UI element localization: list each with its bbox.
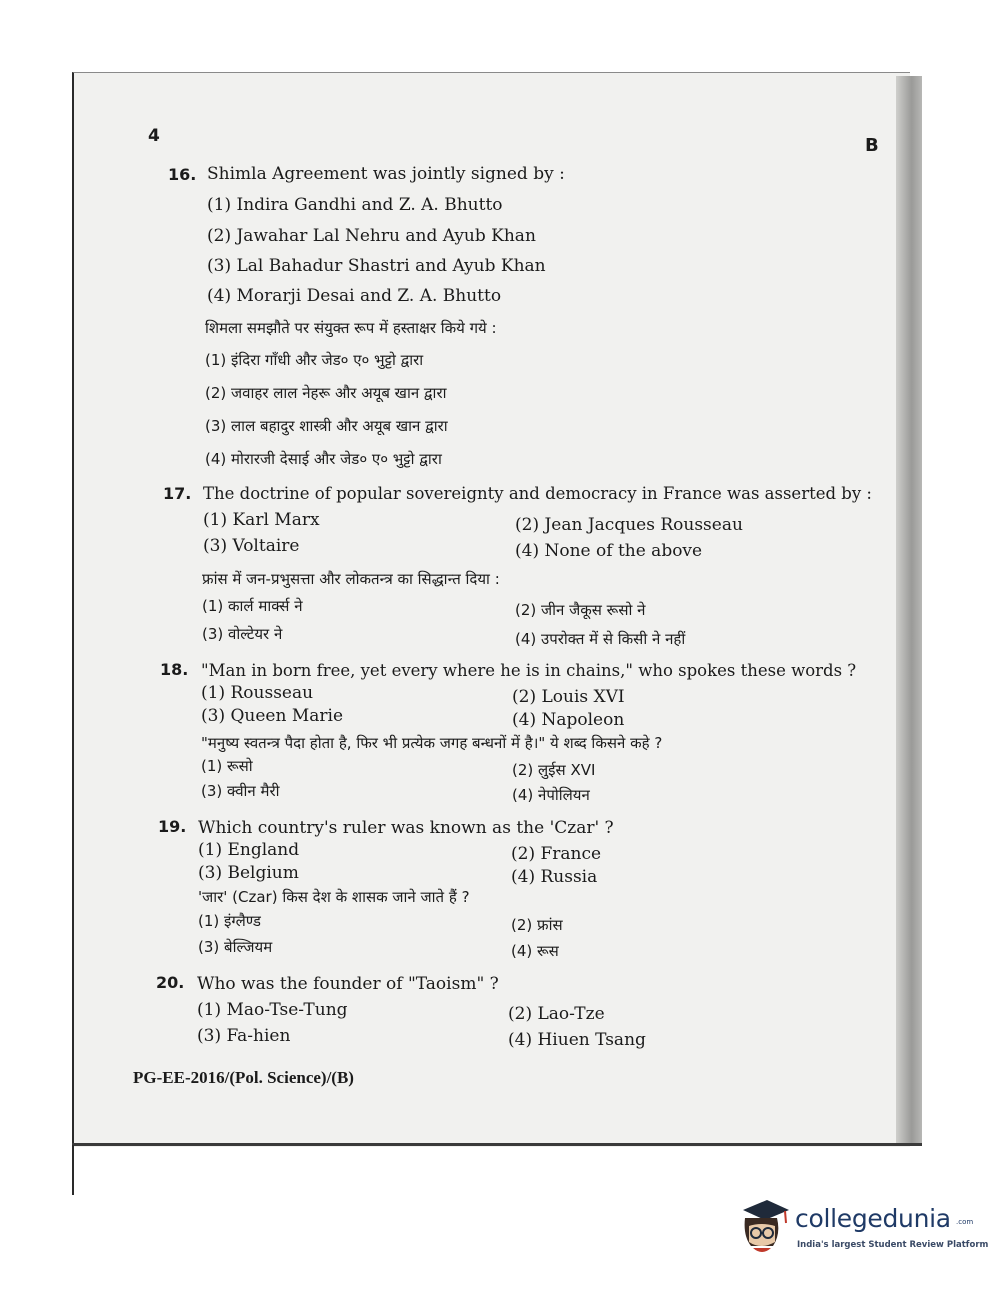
paper-code-footer: PG-EE-2016/(Pol. Science)/(B) [133,1068,354,1087]
option-hi: (3) क्वीन मैरी [201,782,280,800]
page-number: 4 [148,126,160,146]
option-en: (4) Napoleon [512,710,625,730]
option-hi: (2) लुईस XVI [512,761,596,779]
scan-margin-line [72,1145,74,1195]
option-hi: (1) कार्ल मार्क्स ने [202,597,303,615]
option-en: (1) Karl Marx [203,510,320,530]
option-en: (2) Lao-Tze [508,1004,605,1024]
collegedunia-logo [735,1196,989,1266]
option-en: (2) Jean Jacques Rousseau [515,515,743,535]
option-hi: (4) उपरोक्त में से किसी ने नहीं [515,630,686,648]
question-text-hi: फ्रांस में जन-प्रभुसत्ता और लोकतन्त्र का सिद्धान्त दिया : [202,570,500,588]
question-text-hi: "मनुष्य स्वतन्त्र पैदा होता है, फिर भी प्रत्येक जगह बन्धनों में है।" ये शब्द किसने कहे ? [201,734,663,752]
logo-domain-suffix: .com [956,1218,974,1226]
option-hi: (4) रूस [511,942,559,960]
option-en: (2) Jawahar Lal Nehru and Ayub Khan [207,226,536,246]
question-text-en: Who was the founder of "Taoism" ? [197,974,499,994]
option-hi: (1) रूसो [201,757,253,775]
page-bottom-edge [72,1143,922,1146]
option-en: (1) Rousseau [201,683,314,703]
question-text-hi: शिमला समझौते पर संयुक्त रूप में हस्ताक्षर किये गये : [205,319,497,337]
graduate-mascot-icon [735,1196,793,1258]
option-en: (4) None of the above [515,541,703,561]
option-en: (1) Mao-Tse-Tung [197,1000,348,1020]
question-text-en: "Man in born free, yet every where he is in chains," who spokes these words ? [201,661,857,680]
option-hi: (3) वोल्टेयर ने [202,625,283,643]
option-hi: (1) इंदिरा गाँधी और जेड० ए० भुट्टो द्वारा [205,351,424,369]
option-en: (3) Queen Marie [201,706,344,726]
page-edge-shadow [896,76,922,1146]
option-en: (2) Louis XVI [512,687,625,707]
option-hi: (1) इंग्लैण्ड [198,912,261,930]
option-hi: (2) जवाहर लाल नेहरू और अयूब खान द्वारा [205,384,447,402]
option-hi: (3) लाल बहादुर शास्त्री और अयूब खान द्वारा [205,417,448,435]
option-hi: (4) नेपोलियन [512,786,590,804]
option-en: (4) Morarji Desai and Z. A. Bhutto [207,286,502,306]
question-number: 20. [156,973,185,992]
option-hi: (2) फ्रांस [511,916,563,934]
option-hi: (2) जीन जैकूस रूसो ने [515,601,646,619]
option-en: (3) Lal Bahadur Shastri and Ayub Khan [207,256,546,276]
option-en: (3) Fa-hien [197,1026,291,1046]
option-en: (3) Voltaire [203,536,300,556]
question-number: 17. [163,484,192,503]
option-en: (3) Belgium [198,863,299,883]
logo-tagline: India's largest Student Review Platform [797,1240,989,1250]
option-en: (1) England [198,840,300,860]
question-text-en: The doctrine of popular sovereignty and democracy in France was asserted by : [203,484,872,503]
logo-wordmark: collegedunia [795,1204,951,1233]
question-number: 18. [160,660,189,679]
option-hi: (4) मोरारजी देसाई और जेड० ए० भुट्टो द्वारा [205,450,442,468]
option-hi: (3) बेल्जियम [198,938,273,956]
set-code: B [865,135,879,156]
option-en: (4) Russia [511,867,598,887]
option-en: (2) France [511,844,602,864]
question-text-en: Shimla Agreement was jointly signed by : [207,164,565,184]
option-en: (1) Indira Gandhi and Z. A. Bhutto [207,195,503,215]
option-en: (4) Hiuen Tsang [508,1030,646,1050]
question-number: 19. [158,817,187,836]
question-text-hi: 'जार' (Czar) किस देश के शासक जाने जाते हैं ? [198,888,470,906]
question-text-en: Which country's ruler was known as the 'Czar' ? [198,818,614,838]
question-number: 16. [168,165,197,184]
